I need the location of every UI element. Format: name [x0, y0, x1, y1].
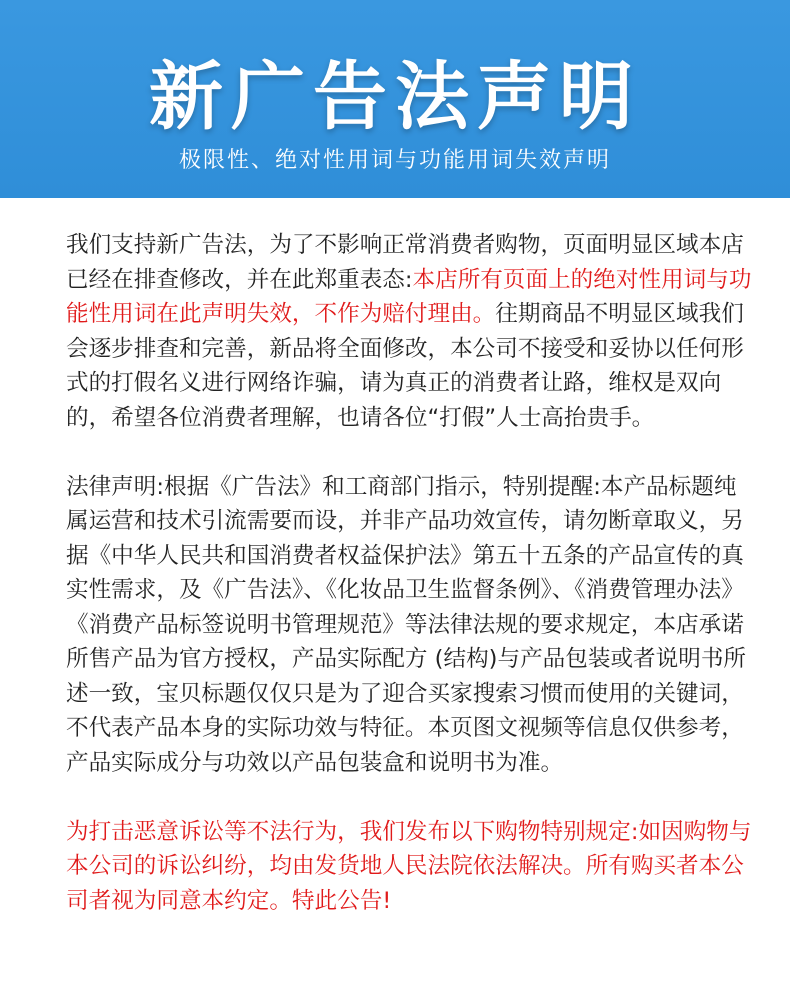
statement-content	[66, 228, 756, 918]
header-banner	[0, 0, 790, 198]
support-statement-text: 我们支持新广告法，为了不影响正常消费者购物，页面明显区域本店已经在排查修改，并在此郑重表态:	[66, 232, 744, 293]
banner-title: 新广告法声明	[149, 54, 641, 140]
support-statement-continued: 往期商品不明显区域我们会逐步排查和完善，新品将全面修改，本公司不接受和妥协以任何形式的打假名义进行网络诈骗，请为真正的消费者让路，维权是双向的，希望各位消费者理解，也请各位“打假”人士高抬贵手。	[66, 301, 744, 431]
invalid-words-declaration: 本店所有页面上的绝对性用词与功能性用词在此声明失效，不作为赔付理由。	[66, 266, 752, 327]
legal-statement-paragraph: 法律声明:根据《广告法》和工商部门指示，特别提醒:本产品标题纯属运营和技术引流需要而设，并非产品功效宣传，请勿断章取义，另据《中华人民共和国消费者权益保护法》第五十五条的产品宣传的真实性需求，及《广告法》、《化妆品卫生监督条例》、《消费管理办法》《消费产品标签说明书管理规范》等法律法规的要求规定，本店承诺所售产品为官方授权，产品实际配方 (结构)与产品包装或者说明书所述一致，宝贝标题仅仅只是为了迎合买家搜索习惯而使用的关键词，不代表产品本身的实际功效与特征。本页图文视频等信息仅供参考，产品实际成分与功效以产品包装盒和说明书为准。	[66, 473, 747, 776]
shopping-rules-paragraph: 为打击恶意诉讼等不法行为，我们发布以下购物特别规定:如因购物与本公司的诉讼纠纷，均由发货地人民法院依法解决。所有购买者本公司者视为同意本约定。特此公告!	[66, 818, 752, 914]
support-statement-paragraph	[66, 228, 756, 435]
banner-subtitle: 极限性、绝对性用词与功能用词失效声明	[178, 148, 611, 173]
